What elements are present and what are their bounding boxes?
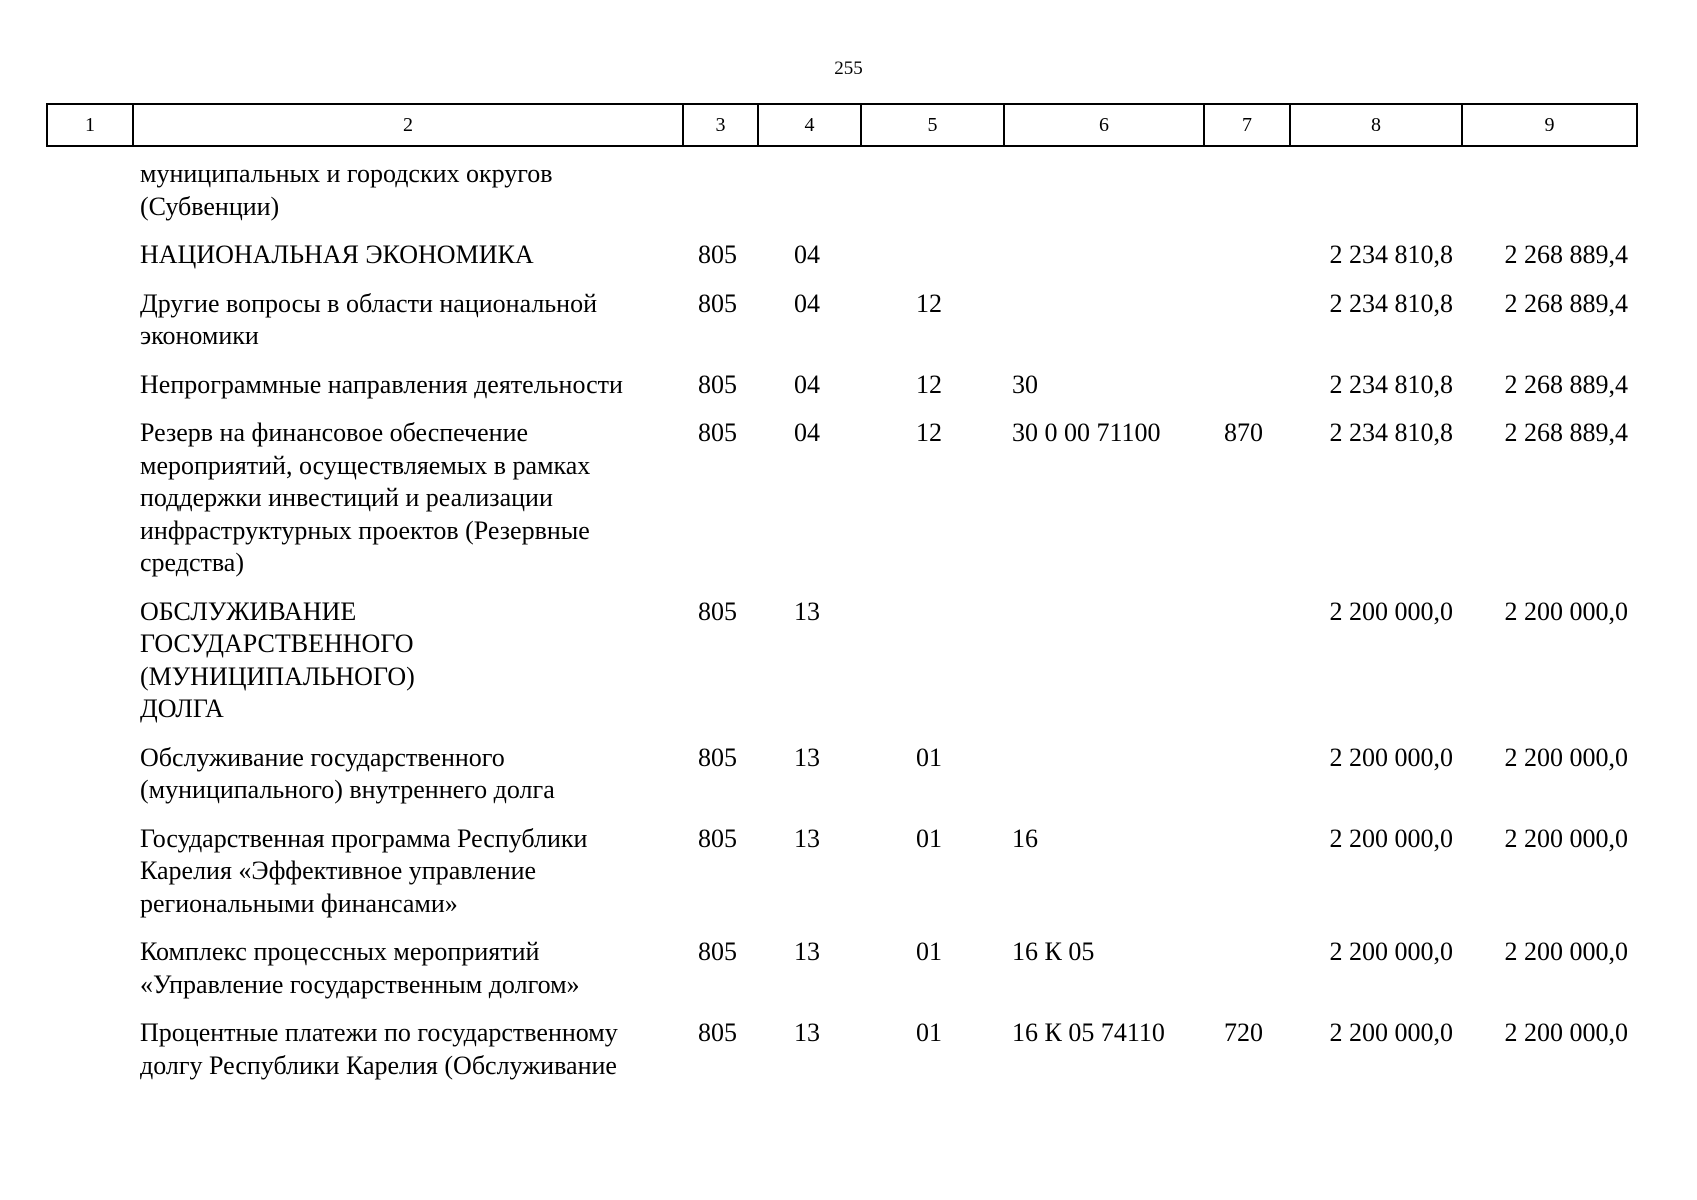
- column-header-3: 3: [683, 104, 758, 146]
- row-name: ОБСЛУЖИВАНИЕ ГОСУДАРСТВЕННОГО (МУНИЦИПАЛЬНОГО) ДОЛГА: [140, 596, 415, 723]
- column-header-5: 5: [861, 104, 1004, 146]
- row-name: Другие вопросы в области национальной экономики: [140, 288, 597, 350]
- row-cell-5: 12: [916, 369, 942, 399]
- row-name: Государственная программа Республики Карелия «Эффективное управление региональными финансами»: [140, 823, 588, 918]
- row-cell-8: 2 200 000,0: [1329, 937, 1453, 966]
- row-cell-4: 13: [794, 1018, 820, 1047]
- row-cell-8: 2 200 000,0: [1329, 596, 1453, 626]
- row-name: Процентные платежи по государственному долгу Республики Карелия (Обслуживание: [140, 1018, 618, 1080]
- row-cell-5: [860, 596, 1003, 742]
- row-cell-4: 13: [794, 937, 820, 966]
- row-cell-9: 2 200 000,0: [1504, 742, 1628, 772]
- row-cell-5: 01: [916, 823, 942, 853]
- table-row: [46, 417, 1636, 596]
- row-cell-3: 805: [698, 742, 737, 772]
- row-cell-3: 805: [698, 596, 737, 626]
- row-cell-5: [860, 239, 1003, 288]
- row-cell-7: 870: [1224, 418, 1263, 447]
- row-cell-9: 2 200 000,0: [1504, 937, 1628, 966]
- row-cell-6: [1003, 288, 1203, 369]
- table-row: [46, 1017, 1636, 1098]
- row-name: Комплекс процессных мероприятий «Управление государственным долгом»: [140, 937, 580, 999]
- row-cell-9: 2 200 000,0: [1504, 1018, 1628, 1047]
- row-name: Непрограммные направления деятельности: [140, 369, 623, 399]
- column-header-7: 7: [1204, 104, 1290, 146]
- row-cell-7: [1203, 288, 1289, 369]
- column-header-table: [46, 103, 1638, 147]
- row-cell-8: 2 200 000,0: [1329, 742, 1453, 772]
- table-row: [46, 742, 1636, 823]
- row-cell-7: [1203, 369, 1289, 418]
- row-cell-5: [860, 158, 1003, 239]
- row-cell-4: 04: [794, 240, 820, 269]
- column-header-9: 9: [1462, 104, 1637, 146]
- column-header-2: 2: [133, 104, 683, 146]
- row-name: НАЦИОНАЛЬНАЯ ЭКОНОМИКА: [140, 240, 534, 269]
- row-cell-5: 12: [916, 288, 942, 318]
- row-cell-6: [1003, 742, 1203, 823]
- row-cell-8: [1289, 158, 1461, 239]
- row-cell-8: 2 234 810,8: [1329, 418, 1453, 447]
- row-cell-8: 2 234 810,8: [1329, 240, 1453, 269]
- row-cell-7: [1203, 742, 1289, 823]
- row-cell-6: 16: [1012, 823, 1038, 853]
- row-cell-3: [682, 158, 757, 239]
- row-cell-7: [1203, 823, 1289, 937]
- table-row: [46, 288, 1636, 369]
- row-cell-6: [1003, 158, 1203, 239]
- row-cell-8: 2 200 000,0: [1329, 1018, 1453, 1047]
- row-cell-3: 805: [698, 823, 737, 853]
- row-cell-4: 04: [794, 369, 820, 399]
- row-cell-9: 2 268 889,4: [1504, 288, 1628, 318]
- row-cell-9: 2 268 889,4: [1504, 240, 1628, 269]
- row-cell-6: 30 0 00 71100: [1012, 418, 1161, 447]
- row-cell-7: [1203, 936, 1289, 1017]
- table-row: [46, 239, 1636, 288]
- row-cell-3: 805: [698, 937, 737, 966]
- row-cell-6: 16 К 05: [1012, 937, 1095, 966]
- column-header-4: 4: [758, 104, 861, 146]
- row-cell-5: 01: [916, 742, 942, 772]
- row-cell-4: 13: [794, 823, 820, 853]
- row-cell-3: 805: [698, 369, 737, 399]
- row-cell-6: 30: [1012, 369, 1038, 399]
- page-number: 255: [834, 58, 863, 79]
- table-row: [46, 158, 1636, 239]
- row-cell-5: 12: [916, 418, 942, 447]
- row-name: муниципальных и городских округов (Субвенции): [140, 159, 553, 221]
- row-cell-9: [1461, 158, 1636, 239]
- row-cell-3: 805: [698, 240, 737, 269]
- row-cell-5: 01: [916, 1018, 942, 1047]
- row-cell-4: 04: [794, 288, 820, 318]
- row-cell-4: [757, 158, 860, 239]
- row-cell-8: 2 234 810,8: [1329, 288, 1453, 318]
- row-cell-6: [1003, 239, 1203, 288]
- row-cell-4: 04: [794, 418, 820, 447]
- row-cell-3: 805: [698, 1018, 737, 1047]
- row-cell-3: 805: [698, 288, 737, 318]
- row-cell-4: 13: [794, 596, 820, 626]
- row-cell-8: 2 200 000,0: [1329, 823, 1453, 853]
- row-cell-8: 2 234 810,8: [1329, 369, 1453, 399]
- column-header-8: 8: [1290, 104, 1462, 146]
- row-cell-7: [1203, 596, 1289, 742]
- column-header-row: [47, 104, 1637, 146]
- row-cell-3: 805: [698, 418, 737, 447]
- table-row: [46, 596, 1636, 742]
- row-cell-5: 01: [916, 937, 942, 966]
- row-cell-7: [1203, 158, 1289, 239]
- table-row: [46, 823, 1636, 937]
- budget-table: [46, 158, 1636, 1098]
- row-cell-7: [1203, 239, 1289, 288]
- column-header-6: 6: [1004, 104, 1204, 146]
- row-name: Резерв на финансовое обеспечение мероприятий, осуществляемых в рамках поддержки инвестиций и реализации инфраструктурных проектов (Резервные средства): [140, 418, 591, 577]
- table-row: [46, 936, 1636, 1017]
- row-cell-9: 2 200 000,0: [1504, 596, 1628, 626]
- row-cell-6: [1003, 596, 1203, 742]
- row-cell-9: 2 200 000,0: [1504, 823, 1628, 853]
- table-row: [46, 369, 1636, 418]
- row-name: Обслуживание государственного (муниципального) внутреннего долга: [140, 742, 555, 804]
- row-cell-4: 13: [794, 742, 820, 772]
- column-header-1: 1: [47, 104, 133, 146]
- row-cell-6: 16 К 05 74110: [1012, 1018, 1165, 1047]
- row-cell-9: 2 268 889,4: [1504, 418, 1628, 447]
- row-cell-9: 2 268 889,4: [1504, 369, 1628, 399]
- row-cell-7: 720: [1224, 1018, 1263, 1047]
